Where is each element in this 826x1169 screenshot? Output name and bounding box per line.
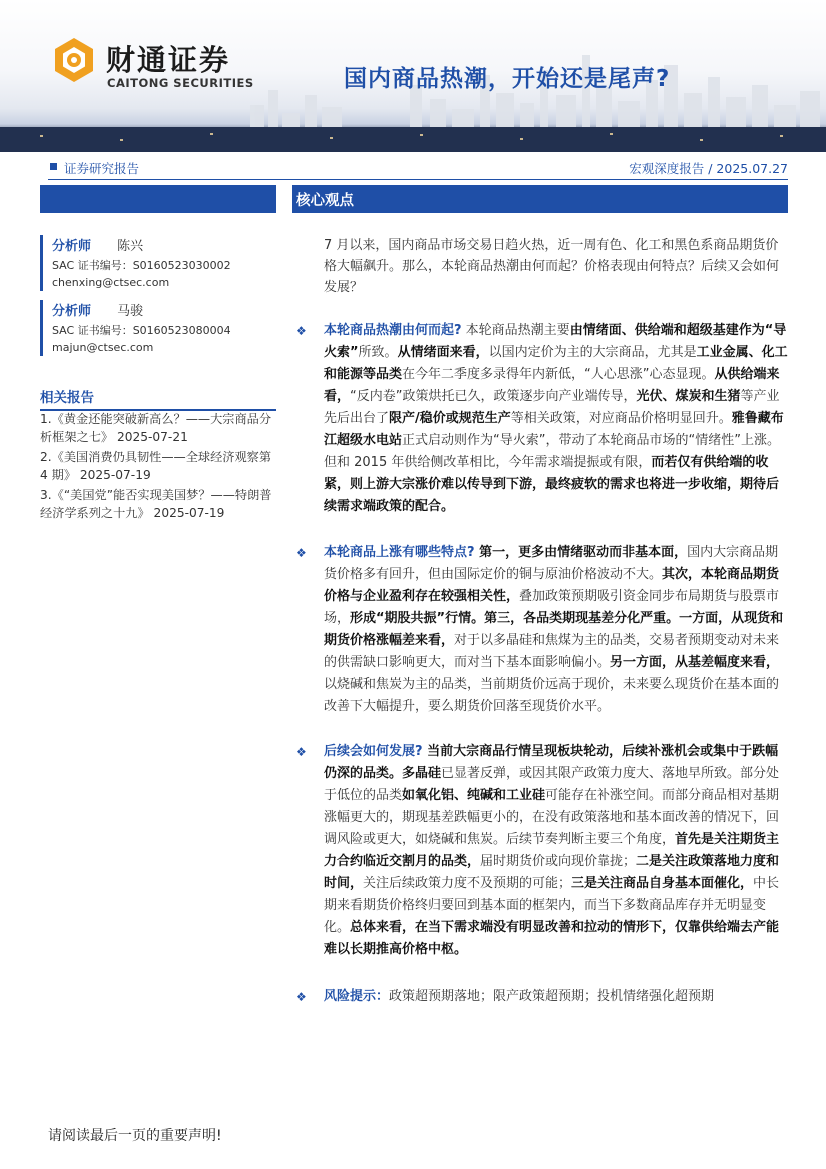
body-text: 已显著反弹，或因其限产政策力度大、落地早所致。部分处于低位的品类	[324, 766, 780, 803]
body-text: 政策超预期落地；限产政策超预期；投机情绪强化超预期	[389, 989, 715, 1004]
intro-paragraph: 7 月以来，国内商品市场交易日趋火热，近一周有色、化工和黑色系商品期货价格大幅飙升。那么，本轮商品热潮由何而起？价格表现由何特点？后续又会如何发展？	[324, 238, 780, 295]
analyst-email[interactable]: majun@ctsec.com	[52, 341, 154, 354]
section-outlook-paragraph	[324, 741, 788, 961]
emphasis-text: 形成“期股共振”行情。第三，各品类期现基差分化严重。一方面，从现货和期货价格涨幅差来看，	[324, 611, 784, 648]
emphasis-text: 其次，本轮商品期货价格与企业盈利存在较强相关性，	[324, 567, 780, 604]
core-views-title: 核心观点	[296, 193, 354, 209]
related-reports-list	[40, 410, 278, 524]
diamond-bullet-icon: ❖	[296, 546, 307, 560]
analyst-sac: SAC 证书编号：S0160523030002	[52, 259, 231, 272]
section-heading: 本轮商品上涨有哪些特点?	[324, 545, 475, 560]
section-origin-paragraph	[324, 320, 788, 518]
emphasis-text: 而若仅有供给端的收紧，则上游大宗涨价难以传导到下游，最终疲软的需求也将进一步收缩，期待后续需求端政策的配合。	[324, 455, 780, 514]
related-report-link[interactable]: 1.《黄金还能突破新高么？——大宗商品分析框架之七》 2025-07-21	[40, 412, 272, 444]
emphasis-text: 如氧化铝、纯碱和工业硅	[402, 788, 546, 803]
disclaimer-footer: 请阅读最后一页的重要声明!	[48, 1128, 222, 1144]
header-banner	[0, 0, 826, 155]
body-text: 在今年二季度多录得年内新低，“人心思涨”心态显现。	[402, 367, 715, 382]
square-bullet-icon	[50, 163, 57, 170]
sidebar-header-block	[40, 185, 276, 213]
brand-name-cn: 财通证券	[106, 43, 231, 77]
body-text: 国内大宗商品期货价格多有回升，但由国际定价的铜与原油价格波动不大。	[324, 545, 779, 582]
diamond-bullet-icon: ❖	[296, 324, 307, 338]
diamond-bullet-icon: ❖	[296, 745, 307, 759]
analyst-name: 陈兴	[117, 239, 144, 254]
body-text: 以烧碱和焦炭为主的品类，当前期货价远高于现价，未来要么现货价在基本面的改善下大幅提升，要么期货价回落至现货价水平。	[324, 677, 780, 714]
body-text: 对于以多晶硅和焦煤为主的品类，交易者预期变动对未来的供需缺口影响更大，而对当下基本面影响偏小。	[324, 633, 780, 670]
analyst-role: 分析师	[52, 239, 92, 254]
analyst-role: 分析师	[52, 304, 92, 319]
caitong-logo-icon	[50, 36, 98, 84]
risk-warning-paragraph	[324, 986, 788, 1008]
emphasis-text: 二是关注政策落地力度和时间，	[324, 854, 780, 891]
emphasis-text: 从供给端来看，	[324, 367, 780, 404]
emphasis-text: 三是关注商品自身基本面催化，	[571, 876, 754, 891]
analyst-sac: SAC 证书编号：S0160523080004	[52, 324, 231, 337]
section-features-paragraph	[324, 542, 788, 718]
emphasis-text: 首先是关注期货主力合约临近交割月的品类，	[324, 832, 780, 869]
body-text: 届时期货价或向现价靠拢；	[480, 854, 637, 869]
body-text: 等相关政策，对应商品价格明显回升。	[510, 411, 732, 426]
analyst-name: 马骏	[117, 304, 144, 319]
body-text: 中长期来看期货价格终归要回到基本面的框架内，而当下多数商品库存并无明显变化。	[324, 876, 780, 935]
section-heading: 后续会如何发展?	[324, 744, 423, 759]
report-category: 证券研究报告	[64, 161, 140, 176]
body-text: 叠加政策预期吸引资金同步布局期货与股票市场，	[324, 589, 780, 626]
body-text: “反内卷”政策烘托已久，政策逐步向产业端传导，	[350, 389, 637, 404]
emphasis-text: 雅鲁藏布江超级水电站	[324, 411, 784, 448]
section-heading: 风险提示：	[324, 989, 390, 1004]
emphasis-text: 当前大宗商品行情呈现板块轮动，后续补涨机会或集中于跌幅仍深的品类。多晶硅	[324, 744, 779, 781]
analyst-card	[40, 300, 276, 356]
analyst-email[interactable]: chenxing@ctsec.com	[52, 276, 170, 289]
report-type-date: 宏观深度报告 / 2025.07.27	[629, 161, 788, 176]
brand-name-en: CAITONG SECURITIES	[107, 76, 254, 90]
related-report-link[interactable]: 2.《美国消费仍具韧性——全球经济观察第 4 期》 2025-07-19	[40, 450, 272, 482]
emphasis-text: 第一，更多由情绪驱动而非基本面，	[474, 545, 688, 560]
related-report-link[interactable]: 3.《“美国党”能否实现美国梦？——特朗普经济学系列之十九》 2025-07-19	[40, 488, 272, 520]
analyst-card	[40, 235, 276, 291]
emphasis-text: 光伏、煤炭和生猪	[636, 389, 741, 404]
emphasis-text: 限产/稳价或规范生产	[389, 411, 511, 426]
section-heading: 本轮商品热潮由何而起?	[324, 323, 462, 338]
diamond-bullet-icon: ❖	[296, 990, 307, 1004]
body-text: 可能存在补涨空间。而部分商品相对基期涨幅更大的，期现基差跌幅更小的，在没有政策落地和基本面改善的情况下，回调风险或更大，如烧碱和焦炭。后续节奏判断主要三个角度，	[324, 788, 780, 847]
related-reports-title: 相关报告	[40, 386, 276, 411]
body-text: 本轮商品热潮主要	[461, 323, 570, 338]
body-text: 所致。	[358, 345, 398, 360]
emphasis-text: 总体来看，在当下需求端没有明显改善和拉动的情形下，仅靠供给端去产能难以长期推高价格中枢。	[324, 920, 780, 957]
report-title: 国内商品热潮，开始还是尾声?	[344, 66, 671, 92]
core-views-header	[292, 185, 788, 213]
body-text: 正式启动则作为“导火索”，带动了本轮商品市场的“情绪性”上涨。但和 2015 年供给侧改革相比，今年需求端提振或有限，	[324, 433, 780, 470]
body-text: 以国内定价为主的大宗商品，尤其是	[488, 345, 697, 360]
emphasis-text: 工业金属、化工和能源等品类	[324, 345, 788, 382]
emphasis-text: 由情绪面、供给端和超级基建作为“导火索”	[324, 323, 787, 360]
body-text: 等产业先后出台了	[324, 389, 780, 426]
report-type-bar	[48, 156, 788, 180]
emphasis-text: 从情绪面来看，	[397, 345, 489, 360]
body-text: 关注后续政策力度不及预期的可能；	[363, 876, 572, 891]
emphasis-text: 另一方面，从基差幅度来看，	[610, 655, 780, 670]
